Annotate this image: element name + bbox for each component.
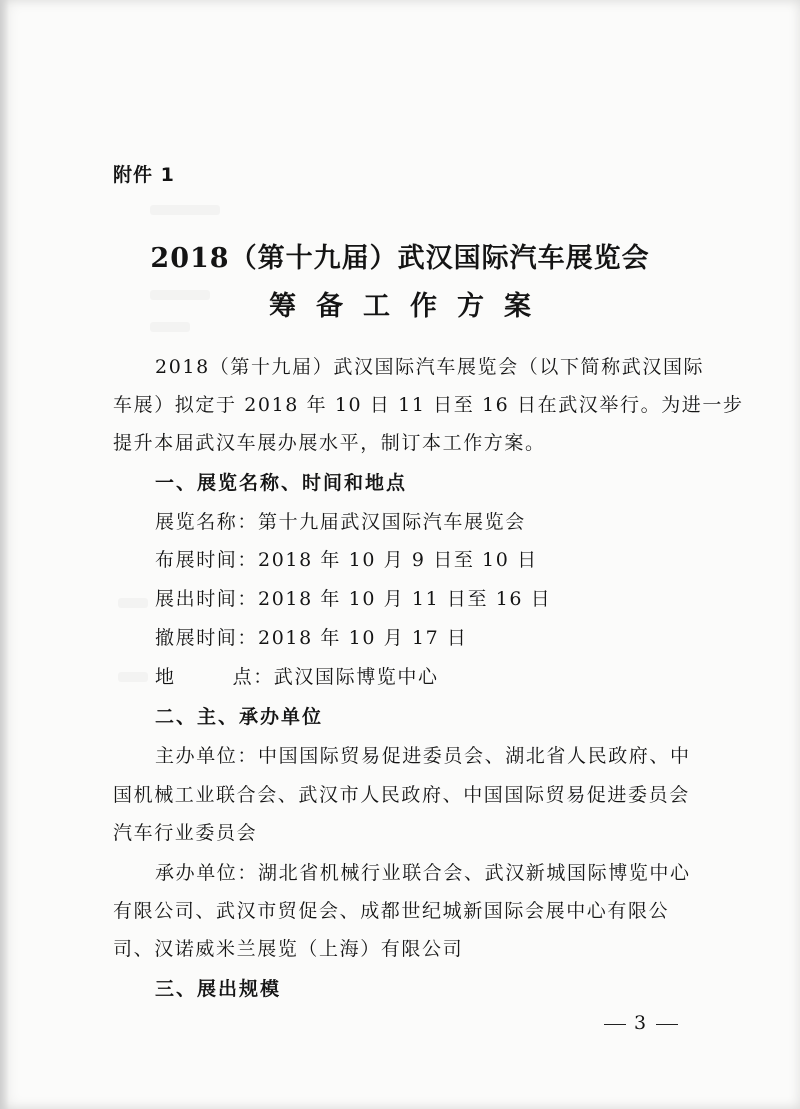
attachment-label: 附件 1 [113,164,175,186]
bleed-mark [150,205,220,215]
intro-line: 2018（第十九届）武汉国际汽车展览会（以下简称武汉国际 [155,356,705,378]
host-line: 主办单位：中国国际贸易促进委员会、湖北省人民政府、中 [155,745,691,767]
exhibition-location [155,662,439,689]
page-number [596,1012,686,1034]
intro-line: 提升本届武汉车展办展水平，制订本工作方案。 [113,432,546,454]
document-title: 2018（第十九届）武汉国际汽车展览会 [150,243,650,274]
location-label-a: 地 [155,666,176,688]
section-heading: 三、展出规模 [155,978,282,1000]
organizer-line: 承办单位：湖北省机械行业联合会、武汉新城国际博览中心 [155,862,691,884]
organizer-line: 有限公司、武汉市贸促会、成都世纪城新国际会展中心有限公 [113,900,670,922]
page-number-value: 3 [634,1012,649,1034]
bleed-mark [118,672,148,682]
host-line: 汽车行业委员会 [113,822,258,844]
exhibition-name: 展览名称：第十九届武汉国际汽车展览会 [155,511,526,533]
scan-edge-shadow [0,0,9,1109]
setup-time: 布展时间：2018 年 10 月 9 日至 10 日 [155,549,538,571]
bleed-mark [150,322,190,332]
section-heading: 二、主、承办单位 [155,706,324,728]
location-label-b: 点：武汉国际博览中心 [232,666,439,688]
show-time: 展出时间：2018 年 10 月 11 日至 16 日 [155,588,552,610]
section-heading: 一、展览名称、时间和地点 [155,472,408,494]
teardown-time: 撤展时间：2018 年 10 月 17 日 [155,627,468,649]
document-subtitle: 筹备工作方案 [269,291,551,322]
bleed-mark [118,598,148,608]
host-line: 国机械工业联合会、武汉市人民政府、中国国际贸易促进委员会 [113,784,690,806]
organizer-line: 司、汉诺威米兰展览（上海）有限公司 [113,938,464,960]
intro-line: 车展）拟定于 2018 年 10 日 11 日至 16 日在武汉举行。为进一步 [113,394,744,416]
